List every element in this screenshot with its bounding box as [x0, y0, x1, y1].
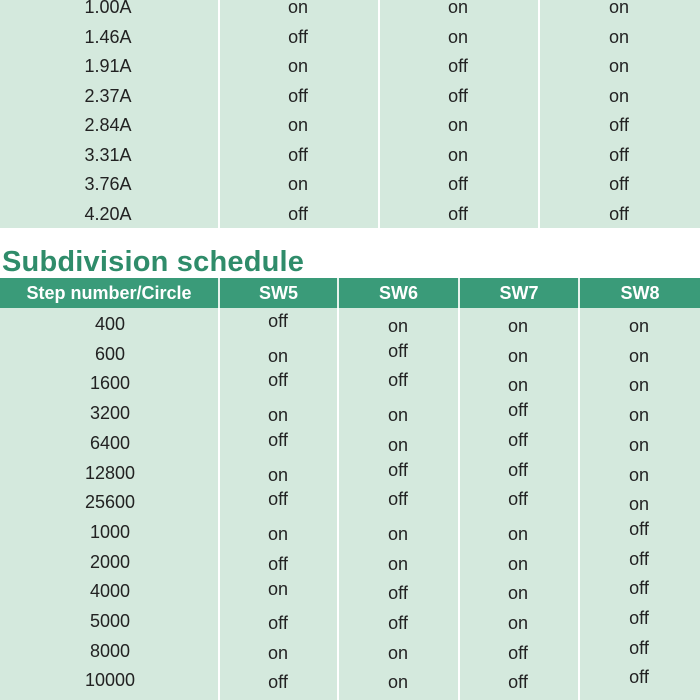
switch-state-cell: on [507, 345, 529, 366]
row-label-cell: 1.91A [84, 56, 132, 76]
row-label-cell: 2.37A [84, 85, 132, 106]
column-divider [337, 308, 339, 700]
switch-state-cell: on [608, 0, 630, 17]
switch-state-cell: off [508, 429, 528, 450]
switch-state-cell: on [387, 316, 409, 336]
column-divider [578, 308, 580, 700]
switch-state-cell: on [628, 434, 650, 455]
column-divider [538, 0, 540, 228]
switch-state-cell: on [287, 0, 309, 17]
switch-state-cell: off [388, 489, 408, 510]
row-label-cell: 3.31A [84, 144, 132, 165]
switch-state-cell: on [267, 642, 289, 663]
switch-state-cell: off [508, 400, 528, 421]
header-step-number: Step number/Circle [26, 283, 192, 303]
switch-state-cell: off [388, 370, 408, 391]
switch-state-cell: on [267, 345, 289, 366]
switch-state-cell: on [387, 553, 409, 574]
subdivision-title: Subdivision schedule [2, 246, 305, 278]
switch-state-cell: off [448, 203, 468, 224]
switch-state-cell: off [268, 553, 288, 574]
switch-state-cell: on [267, 405, 289, 426]
switch-state-cell: on [387, 672, 409, 693]
row-label-cell: 1.00A [84, 0, 132, 17]
switch-state-cell: off [268, 613, 288, 633]
row-label-cell: 10000 [84, 670, 136, 691]
switch-state-cell: on [447, 144, 469, 165]
subdivision-header-row [0, 278, 700, 309]
switch-state-cell: on [507, 583, 529, 604]
switch-state-cell: off [288, 85, 308, 106]
switch-state-cell: on [387, 642, 409, 663]
switch-state-cell: on [267, 523, 289, 544]
switch-state-cell: on [507, 553, 529, 574]
switch-state-cell: off [629, 608, 649, 628]
switch-state-cell: on [608, 26, 630, 47]
switch-state-cell: off [268, 429, 288, 450]
switch-state-cell: off [508, 672, 528, 693]
switch-state-cell: off [448, 56, 468, 76]
switch-state-cell: on [628, 375, 650, 396]
switch-state-cell: off [288, 203, 308, 224]
switch-state-cell: off [609, 144, 629, 165]
switch-state-cell: off [288, 144, 308, 165]
switch-state-cell: on [447, 0, 469, 17]
switch-state-cell: off [268, 489, 288, 510]
current-table [0, 0, 700, 228]
switch-state-cell: on [387, 434, 409, 455]
switch-state-cell: on [287, 56, 309, 76]
switch-state-cell: off [629, 637, 649, 658]
switch-state-cell: on [287, 174, 309, 194]
row-label-cell: 1600 [89, 373, 131, 394]
switch-state-cell: on [447, 26, 469, 47]
row-label-cell: 6400 [89, 432, 131, 453]
header-sw5: SW5 [258, 283, 298, 303]
switch-state-cell: on [447, 115, 469, 135]
row-label-cell: 4000 [89, 581, 131, 602]
switch-state-cell: off [629, 548, 649, 569]
row-label-cell: 3200 [89, 403, 131, 424]
column-divider [378, 0, 380, 228]
switch-state-cell: on [387, 523, 409, 544]
switch-state-cell: on [507, 316, 529, 336]
switch-state-cell: off [388, 459, 408, 480]
column-divider [458, 308, 460, 700]
switch-state-cell: off [388, 340, 408, 361]
row-label-cell: 3.76A [84, 174, 132, 194]
row-label-cell: 2000 [89, 551, 131, 572]
row-label-cell: 8000 [89, 640, 131, 661]
header-sw8: SW8 [620, 283, 660, 303]
switch-state-cell: off [448, 85, 468, 106]
row-label-cell: 600 [94, 343, 126, 364]
switch-state-cell: on [267, 579, 289, 600]
switch-state-cell: on [628, 464, 650, 485]
switch-state-cell: off [268, 370, 288, 391]
switch-state-cell: off [629, 518, 649, 539]
switch-state-cell: on [628, 405, 650, 426]
switch-state-cell: off [629, 667, 649, 688]
switch-state-cell: on [387, 405, 409, 426]
row-label-cell: 2.84A [84, 115, 132, 135]
header-sw7: SW7 [499, 283, 539, 303]
row-label-cell: 12800 [84, 462, 136, 483]
switch-state-cell: off [388, 613, 408, 633]
header-sw6: SW6 [378, 283, 418, 303]
switch-state-cell: off [268, 311, 288, 331]
column-divider [218, 308, 220, 700]
switch-state-cell: on [628, 494, 650, 515]
switch-state-cell: off [609, 203, 629, 224]
switch-state-cell: off [388, 583, 408, 604]
switch-state-cell: on [608, 85, 630, 106]
row-label-cell: 4.20A [84, 203, 132, 224]
row-label-cell: 5000 [89, 611, 131, 631]
switch-state-cell: off [288, 26, 308, 47]
row-label-cell: 400 [94, 314, 126, 334]
row-label-cell: 1.46A [84, 26, 132, 47]
switch-state-cell: on [608, 56, 630, 76]
subdivision-table [0, 308, 700, 700]
switch-state-cell: on [628, 345, 650, 366]
switch-state-cell: off [508, 459, 528, 480]
switch-state-cell: on [267, 464, 289, 485]
switch-state-cell: off [508, 642, 528, 663]
row-label-cell: 1000 [89, 521, 131, 542]
switch-state-cell: off [268, 672, 288, 693]
switch-state-cell: off [448, 174, 468, 194]
switch-state-cell: on [507, 375, 529, 396]
switch-state-cell: off [508, 489, 528, 510]
switch-state-cell: off [629, 578, 649, 599]
switch-state-cell: on [628, 316, 650, 336]
column-divider [218, 0, 220, 228]
switch-state-cell: on [507, 523, 529, 544]
row-label-cell: 25600 [84, 492, 136, 513]
switch-state-cell: off [609, 174, 629, 194]
switch-state-cell: on [287, 115, 309, 135]
switch-state-cell: on [507, 613, 529, 633]
switch-state-cell: off [609, 115, 629, 135]
